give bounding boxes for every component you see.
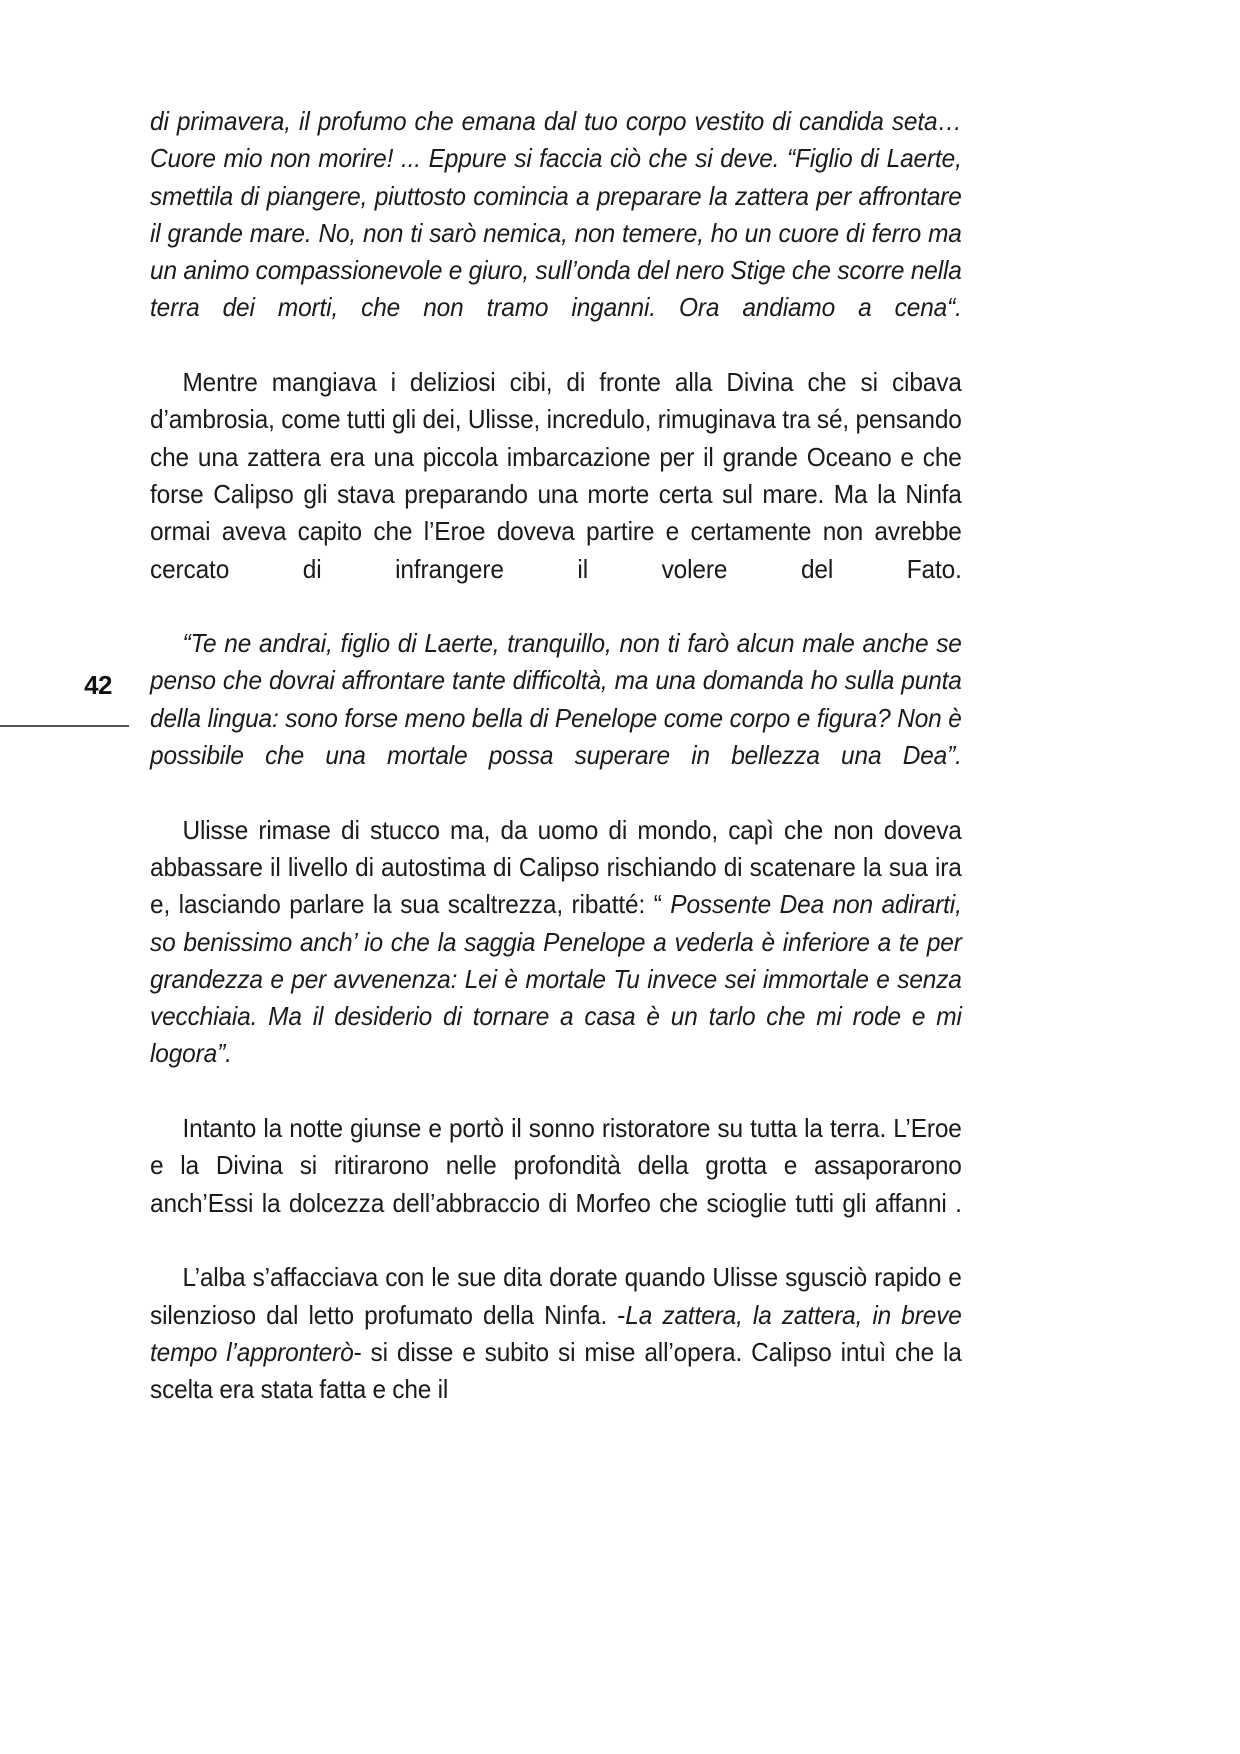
paragraph-4-run-roman: Ulisse rimase di stucco ma, da uomo di mondo, capì che non doveva abbassare il livello di autostima di Calipso rischiando di scatenare la sua ira e, lasciando parlare la sua scaltrezza, ribatté: “ (150, 816, 962, 920)
folio-block (0, 672, 129, 727)
paragraph-3: “Te ne andrai, figlio di Laerte, tranquillo, non ti farò alcun male anche se penso che dovrai affrontare tante difficoltà, ma una domanda ho sulla punta della lingua: sono forse meno bella di Penelope come corpo e figura? Non è possibile che una mortale possa superare in bellezza una Dea”. (150, 630, 962, 771)
paragraph-4 (150, 813, 962, 1111)
paragraph-6-run-italic: La zattera, la zattera, in breve tempo l’appronterò (150, 1301, 962, 1367)
paragraph-6-run-roman-b: - si disse e subito si mise all’opera. Calipso intuì che la scelta era stata fatta e che il (150, 1338, 962, 1405)
paragraph-2: Mentre mangiava i deliziosi cibi, di fronte alla Divina che si cibava d’ambrosia, come tutti gli dei, Ulisse, incredulo, rimuginava tra sé, pensando che una zattera era una piccola imbarcazione per il grande Oceano e che forse Calipso gli stava preparando una morte certa sul mare. Ma la Ninfa ormai aveva capito che l’Eroe doveva partire e certamente non avrebbe cercato di infrangere il volere del Fato. (150, 369, 962, 584)
paragraph-6 (150, 1260, 962, 1409)
paragraph-6-run-roman-a: L’alba s’affacciava con le sue dita dorate quando Ulisse sgusciò rapido e silenzioso dal letto profumato della Ninfa. - (150, 1264, 962, 1330)
text-column (150, 104, 962, 1409)
page-number: 42 (84, 670, 112, 700)
paragraph-4-run-italic: Possente Dea non adirarti, so benissimo anch’ io che la saggia Penelope a vederla è inferiore a te per grandezza e per avvenenza: Lei è mortale Tu invece sei immortale e senza vecchiaia. Ma il desiderio di tornare a casa è un tarlo che mi rode e mi logora”. (150, 891, 962, 1069)
folio-rule (0, 725, 129, 727)
paragraph-1: di primavera, il profumo che emana dal tuo corpo vestito di candida seta… Cuore mio non morire! ... Eppure si faccia ciò che si deve. “Figlio di Laerte, smettila di piangere, piuttosto comincia a preparare la zattera per affrontare il grande mare. No, non ti sarò nemica, non temere, ho un cuore di ferro ma un animo compassionevole e giuro, sull’onda del nero Stige che scorre nella terra dei morti, che non tramo inganni. Ora andiamo a cena“. (150, 108, 962, 323)
paragraph-5: Intanto la notte giunse e portò il sonno ristoratore su tutta la terra. L’Eroe e la Divina si ritirarono nelle profondità della grotta e assaporarono anch’Essi la dolcezza dell’abbraccio di Morfeo che scioglie tutti gli affanni . (150, 1115, 962, 1218)
